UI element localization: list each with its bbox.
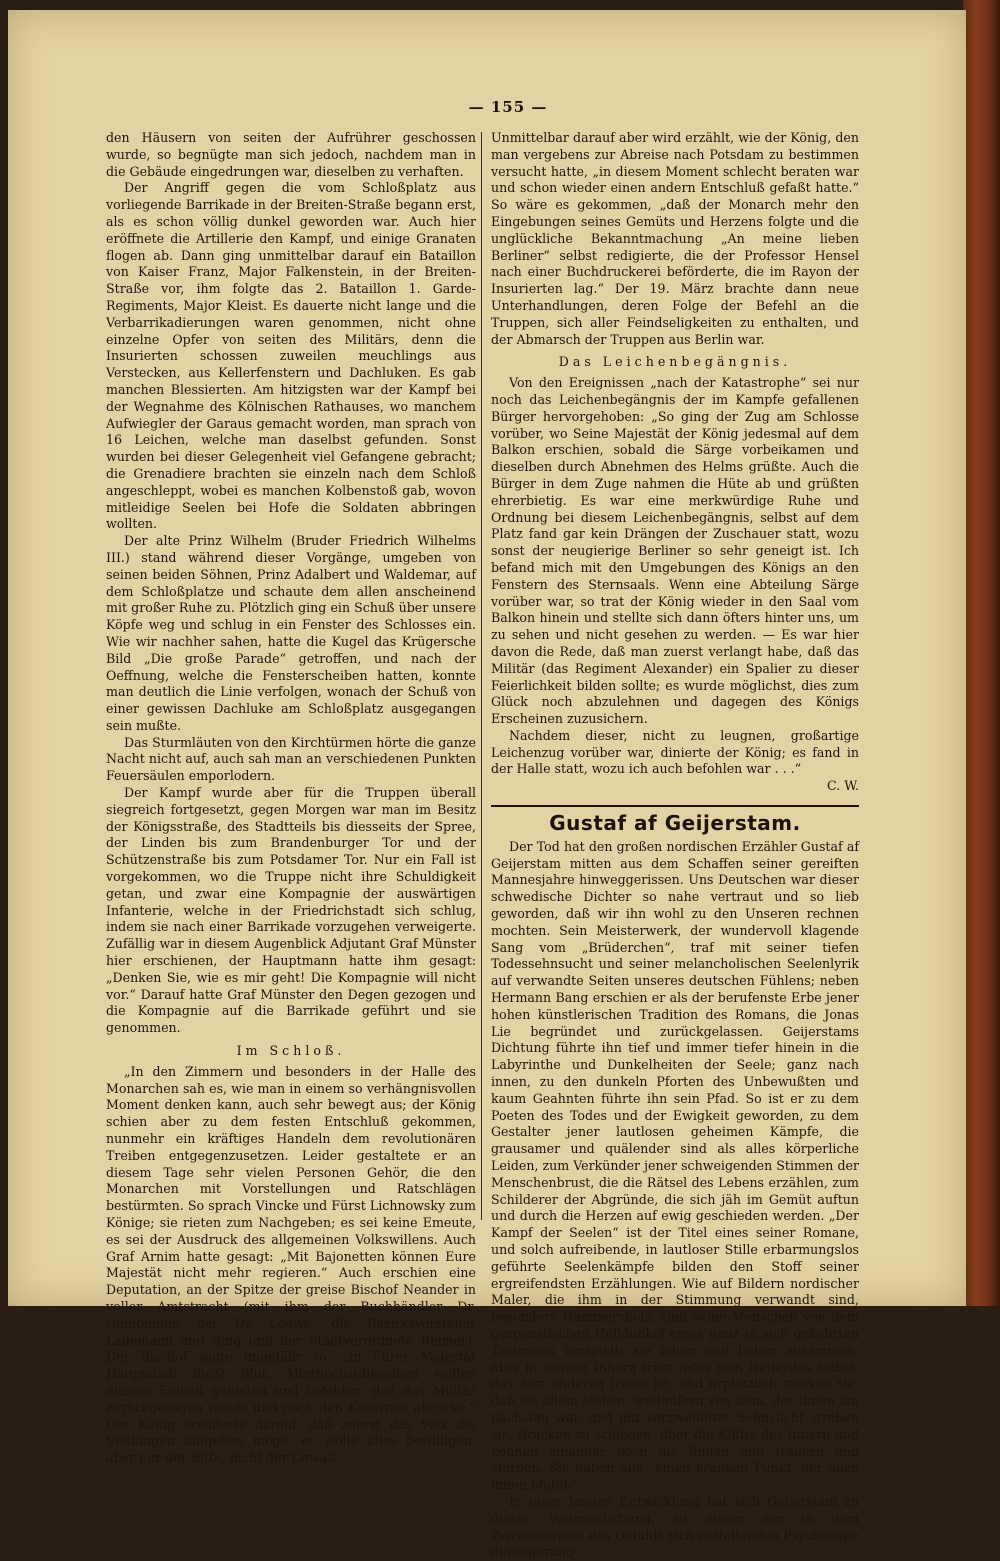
paragraph: den Häusern von seiten der Aufrührer geschossen wurde, so begnügte man sich jedoch, nachdem man in die Gebäude eingedrungen war, dieselben zu verhaften.	[106, 130, 476, 179]
paragraph: Das Sturmläuten von den Kirchtürmen hörte die ganze Nacht nicht auf, auch sah man an verschiedenen Punkten Feuersäulen emporlodern.	[106, 734, 476, 784]
paragraph: Nachdem dieser, nicht zu leugnen, großartige Leichenzug vorüber war, dinierte der König; es fand in der Halle statt, wozu ich auch befohlen war . . .“	[491, 727, 859, 777]
paragraph: Von den Ereignissen „nach der Katastrophe“ sei nur noch das Leichenbegängnis der im Kampfe gefallenen Bürger hervorgehoben: „So ging der Zug am Schlosse vorüber, wo Seine Majestät der König jedesmal auf dem Balkon erschien, sobald die Särge vorbeikamen und dieselben durch Abnehmen des Helms grüßte. Auch die Bürger in dem Zuge nahmen die Hüte ab und grüßten ehrerbietig. Es war eine merkwürdige Ruhe und Ordnung bei diesem Leichenbegängnis, selbst auf dem Platz fand gar kein Drängen der Zuschauer statt, wozu sonst der neugierige Berliner so sehr geneigt ist. Ich befand mich mit den Umgebungen des Königs an den Fenstern des Sternsaals. Wenn eine Abteilung Särge vorüber war, so trat der König wieder in den Saal vom Balkon hinein und stellte sich dann öfters hinter uns, um zu sehen und nicht gesehen zu werden. — Es war hier davon die Rede, daß man zuerst verlangt habe, daß das Militär (das Regiment Alexander) ein Spalier zu dieser Feierlichkeit bilden sollte; es wurde möglichst, dies zum Glück noch abzulehnen und dagegen des Königs Erscheinen zuzusichern.	[491, 375, 859, 727]
left-column	[106, 130, 476, 1467]
paragraph: Der Kampf wurde aber für die Truppen überall siegreich fortgesetzt, gegen Morgen war man im Besitz der Königsstraße, des Stadtteils bis diesseits der Spree, der Linden bis zum Brandenburger Tor und der Schützenstraße bis zum Potsdamer Tor. Nur ein Fall ist vorgekommen, wo die Truppe nicht ihre Schuldigkeit getan, und zwar eine Kompagnie der auswärtigen Infanterie, welche in der Friedrichstadt sich schlug, indem sie nach einer Barrikade vorzugehen verweigerte. Zufällig war in diesem Augenblick Adjutant Graf Münster hier erschienen, der Hauptmann hatte ihm gesagt: „Denken Sie, wie es mir geht! Die Kompagnie will nicht vor.“ Darauf hatte Graf Münster den Degen gezogen und die Kompagnie auf die Barrikade geführt und sie genommen.	[106, 785, 476, 1036]
paragraph: Der Angriff gegen die vom Schloßplatz aus vorliegende Barrikade in der Breiten-Straße begann erst, als es schon völlig dunkel geworden war. Auch hier eröffnete die Artillerie den Kampf, und einige Granaten flogen ab. Dann ging unmittelbar darauf ein Bataillon von Kaiser Franz, Major Falkenstein, in der Breiten-Straße vor, ihm folgte das 2. Bataillon 1. Garde-Regiments, Major Kleist. Es dauerte nicht lange und die Verbarrikadierungen waren genommen, nicht ohne einzelne Opfer von seiten des Militärs, denn die Insurierten schossen zuweilen meuchlings aus Verstecken, aus Kellerfenstern und Dachluken. Es gab manchen Blessierten. Am hitzigsten war der Kampf bei der Wegnahme des Kölnischen Rathauses, wo manchem Aufwiegler der Garaus gemacht worden, man sprach von 16 Leichen, welche man daselbst gefunden. Sonst wurden bei dieser Gelegenheit viel Gefangene gebracht; die Grenadiere brachten sie einzeln nach dem Schloß angeschleppt, wobei es manchen Kolbenstoß gab, wovon mitleidige Seelen bei Hofe die Soldaten abbringen wollten.	[106, 180, 476, 532]
article-title: Gustaf af Geijerstam.	[549, 811, 801, 836]
article-header	[491, 805, 859, 835]
section-heading: Im Schloß.	[236, 1043, 346, 1059]
paragraph: „In den Zimmern und besonders in der Halle des Monarchen sah es, wie man in einem so verhängnisvollen Moment denken kann, auch sehr bewegt aus; der König schien aber zu dem festen Entschluß gekommen, nunmehr ein kräftiges Handeln dem revolutionären Treiben entgegenzusetzen. Leider gestaltete er an diesem Tage sehr vielen Personen Gehör, die den Monarchen mit Vorstellungen und Ratschlägen bestürmten. So sprach Vincke und Fürst Lichnowsky zum Könige; sie rieten zum Nachgeben; es sei keine Emeute, es sei der Ausdruck des allgemeinen Volkswillens. Auch Graf Arnim hatte gesagt: „Mit Bajonetten können Eure Majestät nicht mehr regieren.“ Auch erschien eine Deputation, an der Spitze der greise Bischof Neander in voller Amtstracht (mit ihm der Buchhändler Dr. Gumbinner, der Dr. Loewe, die Bezirksvorsteher Lademann und Ring und der Stadtverordnete Reimer). Der Bischof sagte ungefähr so: „In Eurer Majestät Hauptstadt fließt Blut, Allerhöchstdieselben wollen diesem Einhalt gebieten und befehlen, daß das Militär zurückgezogen werde und nach den Kasernen abrücke.“ Der König erwiderte darauf, daß zuerst das Volk die Stellungen aufgeben möge, er wolle alles bewilligen, aber nur der Bitte, nicht der Gewalt.“	[106, 1063, 476, 1466]
book-spine	[963, 0, 1000, 1306]
section-heading: Das Leichenbegängnis.	[558, 354, 792, 370]
right-column	[491, 130, 859, 1561]
document-page	[8, 10, 966, 1560]
paragraph: In einer langen Entwicklung hat sich Geijerstam zu dieser Verinnerlichung, zu dieser nur in dem Zwischenreich des Gefühls sich entfaltenden Psychologie durchgerung-	[491, 1493, 859, 1560]
page-number: — 155 —	[468, 98, 548, 116]
paragraph: Unmittelbar darauf aber wird erzählt, wie der König, den man vergebens zur Abreise nach Potsdam zu bestimmen versucht hatte, „in diesem Moment schlecht beraten war und schon wieder einen andern Entschluß gefaßt hatte.“ So wäre es gekommen, „daß der Monarch mehr den Eingebungen seines Gemüts und Herzens folgte und die unglückliche Bekanntmachung „An meine lieben Berliner“ selbst redigierte, die der Professor Hensel nach einer Buchdruckerei beförderte, die im Rayon der Insurierten lag.“ Der 19. März brachte dann neue Unterhandlungen, deren Folge der Befehl an die Truppen, sich aller Feindseligkeiten zu enthalten, und der Abmarsch der Truppen aus Berlin war.	[491, 130, 859, 347]
paragraph: Der Tod hat den großen nordischen Erzähler Gustaf af Geijerstam mitten aus dem Schaffen seiner gereiften Mannesjahre hinweggerissen. Uns Deutschen war dieser schwedische Dichter so nahe vertraut und so lieb geworden, daß wir ihn wohl zu den Unseren rechnen mochten. Sein Meisterwerk, der wundervoll klagende Sang vom „Brüderchen“, traf mit seiner tiefen Todessehnsucht und seiner melancholischen Seelenlyrik auf verwandte Seiten unseres deutschen Fühlens; neben Hermann Bang erschien er als der berufenste Erbe jener hohen künstlerischen Tradition des Romans, die Jonas Lie begründet und zurückgelassen. Geijerstams Dichtung führte ihn tief und immer tiefer hinein in die Labyrinthe und Dunkelheiten der Seele; ganz nach innen, zu den dunkeln Pforten des Unbewußten und kaum Geahnten führte ihn sein Pfad. So ist er zu dem Poeten des Todes und der Ewigkeit geworden, zu dem Gestalter jener lautlosen geheimen Kämpfe, die grausamer und quälender sind als alles körperliche Leiden, zum Verkünder jener schweigenden Stimmen der Menschenbrust, die die Rätsel des Lebens erzählen, zum Schilderer der Abgründe, die sich jäh im Gemüt auftun und durch die Herzen auf ewig geschieden werden. „Der Kampf der Seelen“ ist der Titel eines seiner Romane, und solch aufreibende, in lautloser Stille erbarmungslos geführte Seelenkämpfe bilden den Stoff seiner ergreifendsten Erzählungen. Wie auf Bildern nordischer Maler, die ihm in der Stimmung verwandt sind, besonders Hammershois, sind seine Menschen von dem gespenstischen Helldunkel eines ganz in sich gekehrten Träumens umspielt; sie leben und lieben zusammen, aber in seinem Innern trägt jeder sein Heiligstes selbst, das dem anderen fremd ist, und urplötzlich merken sie, daß sie allein stehen, weltenfern von dem, der ihnen am nächsten war, und mit verzweifelter Sehnsucht streben sie, Brücken zu schlagen, über die Klüfte des Innern und können einander doch nie finden und trauern und sterben. Sie haben alle „einen kranken Punkt, der nach innen blutet.“	[491, 838, 859, 1493]
signature: C. W.	[827, 778, 859, 794]
column-divider	[481, 132, 482, 1220]
paragraph: Der alte Prinz Wilhelm (Bruder Friedrich Wilhelms III.) stand während dieser Vorgänge, umgeben von seinen beiden Söhnen, Prinz Adalbert und Waldemar, auf dem Schloßplatze und schaute dem allen anscheinend mit großer Ruhe zu. Plötzlich ging ein Schuß über unsere Köpfe weg und schlug in ein Fenster des Schlosses ein. Wie wir nachher sahen, hatte die Kugel das Krügersche Bild „Die große Parade“ getroffen, und nach der Oeffnung, welche die Fensterscheiben hatten, konnte man deutlich die Linie verfolgen, wonach der Schuß von einer gewissen Dachluke am Schloßplatz ausgegangen sein mußte.	[106, 533, 476, 733]
